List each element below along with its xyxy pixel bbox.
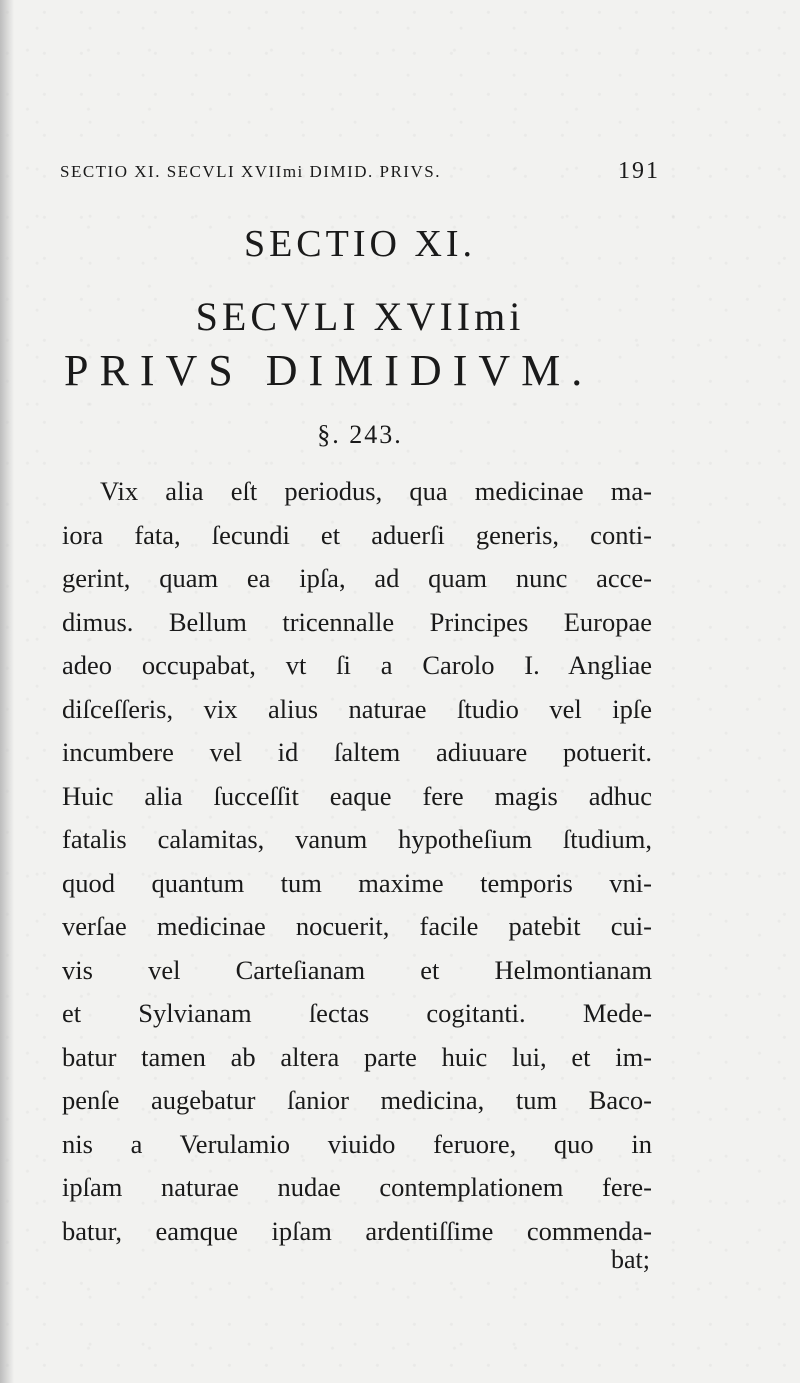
catchword: bat; [611,1245,650,1274]
text-line: batur, eamque ipſam ardentiſſime commenda- [62,1215,652,1246]
text-line: Vix alia eſt periodus, qua medicinae ma- [100,476,652,506]
running-head [60,158,660,188]
text-line: diſceſſeris, vix alius naturae ſtudio vel ipſe [62,693,652,724]
text-line: vis vel Carteſianam et Helmontianam [62,954,652,985]
century-heading: SECVLI XVIImi [195,294,525,339]
text-line: verſae medicinae nocuerit, facile patebit cui- [62,911,652,941]
running-head-title: SECTIO XI. SECVLI XVIImi DIMID. PRIVS. [60,162,441,181]
text-line: penſe augebatur ſanior medicina, tum Baco- [62,1085,652,1115]
page-gutter-shadow [0,0,14,1383]
text-line: iora fata, ſecundi et aduerſi generis, conti- [62,519,652,550]
text-line: ipſam naturae nudae contemplationem fere- [62,1172,652,1202]
text-line: quod quantum tum maxime temporis vni- [62,867,652,898]
text-line: dimus. Bellum tricennalle Principes Europae [62,606,652,637]
body-text [62,470,652,1253]
text-line: et Sylvianam ſectas cogitanti. Mede- [62,998,652,1028]
text-line: adeo occupabat, vt ſi a Carolo I. Angliae [62,650,652,680]
page-number: 191 [618,158,660,184]
text-line: batur tamen ab altera parte huic lui, et im- [62,1041,652,1072]
section-heading: SECTIO XI. [243,223,477,265]
text-line: nis a Verulamio viuido feruore, quo in [62,1128,652,1159]
half-heading: PRIVS DIMIDIVM. [64,346,594,395]
text-line: fatalis calamitas, vanum hypotheſium ſtudium, [62,824,652,854]
text-line: Huic alia ſucceſſit eaque fere magis adhuc [62,780,652,811]
paragraph-number: §. 243. [317,420,403,449]
text-line: incumbere vel id ſaltem adiuuare potuerit. [62,737,652,767]
text-line: gerint, quam ea ipſa, ad quam nunc acce- [62,563,652,593]
